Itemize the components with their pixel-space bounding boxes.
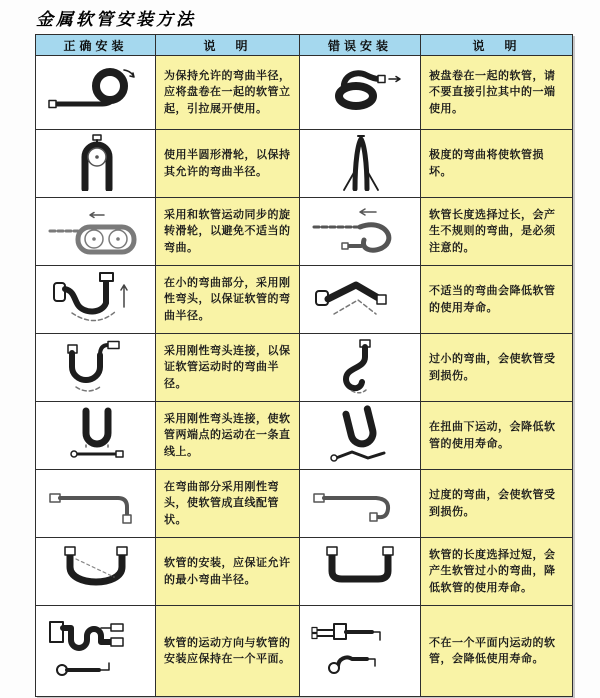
- table-row: [36, 402, 573, 470]
- correct-illustration-cell: [36, 266, 156, 334]
- wrong-illustration-cell: [300, 470, 421, 538]
- table-row: [36, 56, 573, 130]
- header-wrong-install: 错误安装: [300, 35, 421, 56]
- wrong-note: 在扭曲下运动，会降低软管的使用寿命。: [421, 402, 573, 470]
- table-row: [36, 470, 573, 538]
- wrong-illustration-cell: [300, 538, 421, 606]
- table-row: [36, 606, 573, 697]
- correct-illustration-cell: [36, 130, 156, 198]
- page-title: 金属软管安装方法: [36, 10, 196, 30]
- wrong-illustration-cell: [300, 606, 421, 697]
- improper-sharp-v-bend-icon: [308, 269, 412, 327]
- wrong-note: 被盘卷在一起的软管，请不要直接引拉其中的一端使用。: [421, 56, 573, 130]
- wrong-illustration-cell: [300, 402, 421, 470]
- table-row: [36, 334, 573, 402]
- hose-extreme-hairpin-bend-icon: [308, 133, 412, 191]
- correct-note: 使用半圆形滑轮，以保持其允许的弯曲半径。: [156, 130, 300, 198]
- correct-note: 在弯曲部分采用刚性弯头，使软管成直线配管状。: [156, 470, 300, 538]
- table-row: [36, 266, 573, 334]
- wrong-illustration-cell: [300, 334, 421, 402]
- wide-u-minimum-bend-radius-icon: [44, 541, 148, 599]
- wrong-note: 极度的弯曲将使软管损坏。: [421, 130, 573, 198]
- overbent-end-hook-icon: [308, 473, 412, 531]
- header-explanation-1: 说 明: [156, 35, 300, 56]
- wrong-note: 过小的弯曲，会使软管受到损伤。: [421, 334, 573, 402]
- wrong-illustration-cell: [300, 130, 421, 198]
- motion-out-of-plane-parts-icon: [308, 616, 412, 682]
- correct-illustration-cell: [36, 538, 156, 606]
- correct-note: 软管的安装，应保证允许的最小弯曲半径。: [156, 538, 300, 606]
- correct-note: 采用刚性弯头连接，使软管两端点的运动在一条直线上。: [156, 402, 300, 470]
- correct-illustration-cell: [36, 470, 156, 538]
- table-row: [36, 130, 573, 198]
- installation-guide-table: [35, 34, 573, 697]
- hose-too-long-irregular-loop-icon: [308, 201, 412, 259]
- header-explanation-2: 说 明: [421, 35, 573, 56]
- wrong-note: 软管的长度选择过短，会产生软管过小的弯曲，降低软管的使用寿命。: [421, 538, 573, 606]
- wrong-note: 不适当的弯曲会降低软管的使用寿命。: [421, 266, 573, 334]
- hose-too-short-flat-u-icon: [308, 541, 412, 599]
- wrong-illustration-cell: [300, 198, 421, 266]
- hose-coil-stood-up-unrolled-icon: [44, 62, 148, 120]
- hose-with-synchronized-rotating-pulleys-icon: [44, 201, 148, 259]
- wrong-illustration-cell: [300, 266, 421, 334]
- wrong-illustration-cell: [300, 56, 421, 130]
- wrong-note: 软管长度选择过长，会产生不规则的弯曲，是必须注意的。: [421, 198, 573, 266]
- rigid-elbow-at-small-bend-icon: [44, 269, 148, 327]
- correct-note: 采用刚性弯头连接，以保证软管运动时的弯曲半径。: [156, 334, 300, 402]
- correct-illustration-cell: [36, 198, 156, 266]
- correct-note: 采用和软管运动同步的旋转滑轮，以避免不适当的弯曲。: [156, 198, 300, 266]
- table-row: [36, 538, 573, 606]
- hose-over-semicircular-pulley-icon: [44, 133, 148, 191]
- rigid-elbow-connection-u-loop-icon: [44, 337, 148, 395]
- hose-coil-end-pulled-icon: [308, 62, 412, 120]
- u-loop-twisted-motion-icon: [308, 405, 412, 463]
- correct-illustration-cell: [36, 56, 156, 130]
- wrong-note: 不在一个平面内运动的软管，会降低使用寿命。: [421, 606, 573, 697]
- header-correct-install: 正确安装: [36, 35, 156, 56]
- u-loop-ends-on-straight-line-icon: [44, 405, 148, 463]
- correct-note: 为保持允许的弯曲半径，应将盘卷在一起的软管立起，引拉展开使用。: [156, 56, 300, 130]
- header-row: [36, 35, 573, 56]
- correct-illustration-cell: [36, 606, 156, 697]
- correct-illustration-cell: [36, 334, 156, 402]
- straight-run-with-rigid-elbow-icon: [44, 473, 148, 531]
- correct-note: 在小的弯曲部分，采用刚性弯头，以保证软管的弯曲半径。: [156, 266, 300, 334]
- too-small-bend-curl-icon: [308, 337, 412, 395]
- correct-illustration-cell: [36, 402, 156, 470]
- motion-in-single-plane-trap-icon: [44, 616, 148, 682]
- table-row: [36, 198, 573, 266]
- wrong-note: 过度的弯曲，会使软管受到损伤。: [421, 470, 573, 538]
- correct-note: 软管的运动方向与软管的安装应保持在一个平面。: [156, 606, 300, 697]
